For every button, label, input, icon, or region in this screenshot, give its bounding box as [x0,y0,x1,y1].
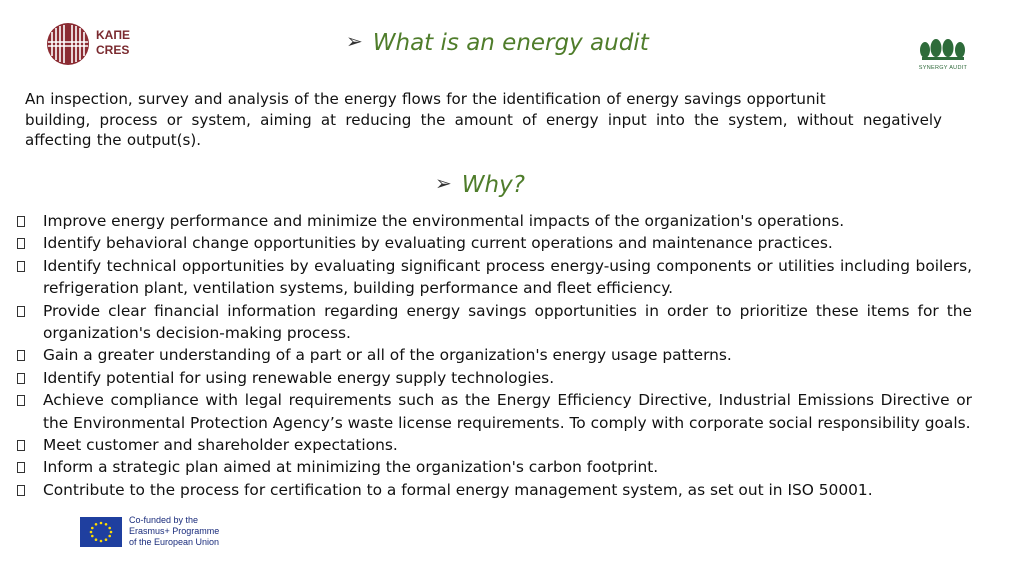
reasons-list [0,210,972,501]
list-item: Meet customer and shareholder expectations. [0,434,972,456]
intro-line-1: An inspection, survey and analysis of the energy flows for the identification of energy savings opportunit [25,90,826,108]
section-title-text: What is an energy audit [372,30,649,56]
eu-flag-icon [80,517,122,547]
square-bullet-icon [17,485,25,496]
section-title-energy-audit [346,30,649,56]
intro-paragraph [25,89,942,151]
list-item: Gain a greater understanding of a part or all of the organization's energy usage patterns. [0,344,972,366]
square-bullet-icon [17,261,25,272]
square-bullet-icon [17,216,25,227]
arrow-bullet-icon: ➢ [435,171,452,195]
cres-wordmark: ΚΑΠΕ CRES [96,28,131,57]
square-bullet-icon [17,306,25,317]
list-item: Identify behavioral change opportunities by evaluating current operations and maintenance practices. [0,232,972,254]
list-item: Contribute to the process for certification to a formal energy management system, as set out in ISO 50001. [0,479,972,501]
section-title-text: Why? [461,172,525,198]
list-item: Achieve compliance with legal requirements such as the Energy Efficiency Directive, Industrial Emissions Directive or the Environmental Protection Agency’s waste license requirements. To comply with corporate social responsibility goals. [0,389,972,434]
list-item: Identify technical opportunities by evaluating significant process energy-using components or utilities including boilers, refrigeration plant, ventilation systems, building performance and fleet efficiency. [0,255,972,300]
list-item: Provide clear financial information regarding energy savings opportunities in order to prioritize these items for the organization's decision-making process. [0,300,972,345]
tree-icon [912,38,974,65]
list-item: Identify potential for using renewable energy supply technologies. [0,367,972,389]
section-title-why [435,172,525,198]
eu-funding-text: Co-funded by the Erasmus+ Programme of the European Union [129,515,220,547]
square-bullet-icon [17,395,25,406]
synergy-audit-logo [912,38,974,74]
square-bullet-icon [17,350,25,361]
arrow-bullet-icon: ➢ [346,29,363,53]
cres-logo [46,22,146,68]
intro-rest: building, process or system, aiming at reducing the amount of energy input into the system, without negatively affecting the output(s). [25,110,942,150]
cres-emblem-icon [46,22,90,66]
list-item: Inform a strategic plan aimed at minimizing the organization's carbon footprint. [0,456,972,478]
square-bullet-icon [17,462,25,473]
square-bullet-icon [17,373,25,384]
eu-erasmus-badge [80,515,230,549]
square-bullet-icon [17,440,25,451]
list-item: Improve energy performance and minimize the environmental impacts of the organization's operations. [0,210,972,232]
square-bullet-icon [17,238,25,249]
synergy-caption: SYNERGY AUDIT [918,65,968,71]
